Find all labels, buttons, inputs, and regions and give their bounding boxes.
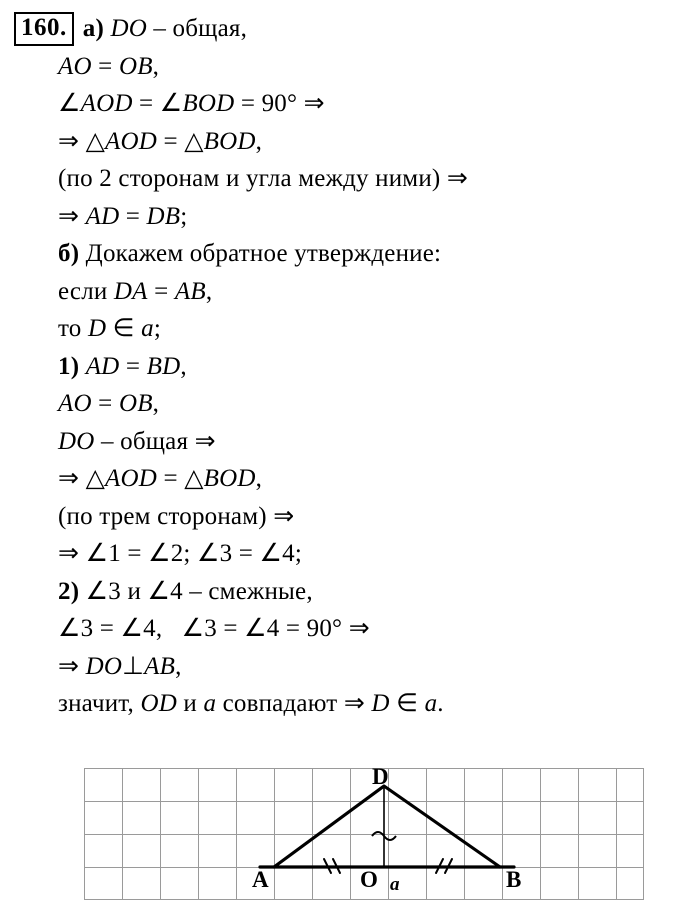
solution-line-b-4: 1) AD = BD, [58,352,187,380]
task-number: 160. [14,12,74,46]
solution-line-b-11: ∠3 = ∠4, ∠3 = ∠4 = 90° ⇒ [58,615,370,642]
solution-line-b-2: если DA = AB, [58,277,213,305]
solution-line-a-5: (по 2 сторонам и угла между ними) ⇒ [58,165,469,192]
triangle-shape [274,786,500,867]
solution-line-b-8: (по трем сторонам) ⇒ [58,502,295,530]
solution-line-a-1 [14,10,700,48]
solution-text [0,10,700,723]
solution-line-a-2: AO = OB, [58,52,160,80]
label-d: D [372,768,389,789]
solution-line-b-6: DO – общая ⇒ [58,427,216,455]
label-o-vertex: O [360,867,378,892]
solution-line-b-10: 2) ∠3 и ∠4 – смежные, [58,577,313,605]
label-a-vertex: A [252,867,269,892]
solution-line-b-1: б) Докажем обратное утверждение: [58,240,442,267]
solution-line-b-12: ⇒ DO⊥AB, [58,652,182,680]
solution-line-b-5: AO = OB, [58,390,160,417]
solution-line-b-9: ⇒ ∠1 = ∠2; ∠3 = ∠4; [58,540,302,567]
geometry-figure [84,768,644,900]
solution-line-a-3: ∠AOD = ∠BOD = 90° ⇒ [58,90,325,117]
solution-line-b-3: то D ∈ a; [58,315,161,342]
solution-line-b-7: ⇒ △AOD = △BOD, [58,465,263,492]
solution-line-b-13: значит, OD и a совпадают ⇒ D ∈ a. [58,690,444,717]
solution-line-text: а) DO – общая, [82,15,248,42]
label-b-vertex: B [506,867,522,892]
label-line-a: a [390,874,400,895]
solution-line-a-6: ⇒ AD = DB; [58,202,188,230]
solution-line-a-4: ⇒ △AOD = △BOD, [58,127,263,155]
figure-labels [252,768,521,895]
